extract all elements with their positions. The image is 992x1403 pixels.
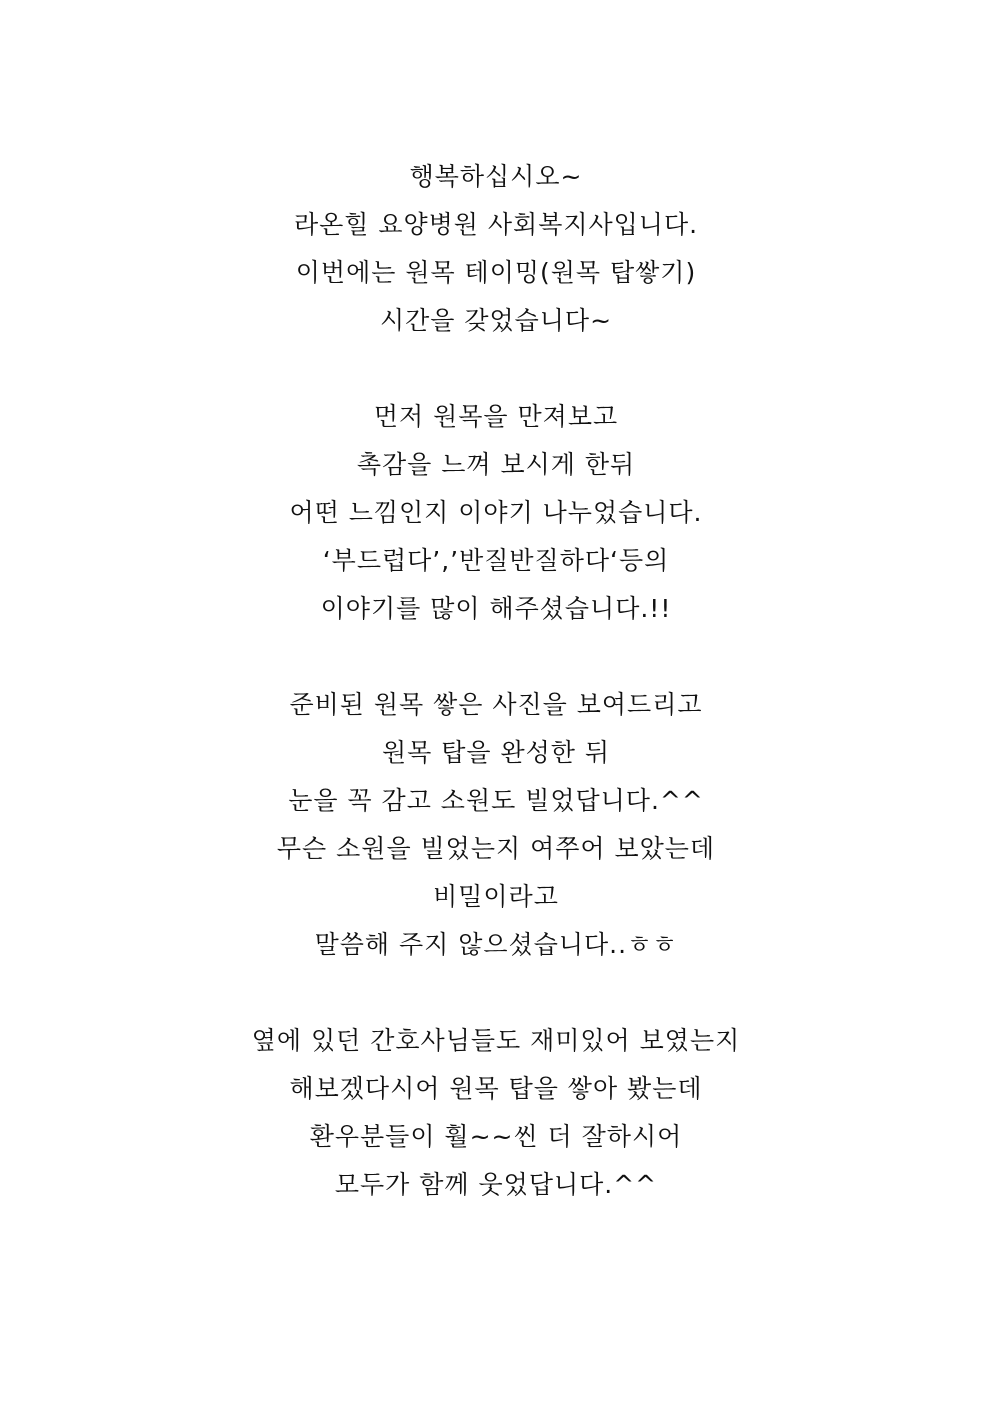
text-line: 해보겠다시어 원목 탑을 쌓아 봤는데 [289,1074,703,1103]
paragraph-spacer [0,345,992,393]
text-line: ‘부드럽다’,’반질반질하다‘등의 [322,546,670,575]
text-line: 준비된 원목 쌓은 사진을 보여드리고 [289,690,703,719]
document-body [0,153,992,1209]
text-line: 환우분들이 훨~~씬 더 잘하시어 [309,1122,683,1151]
text-line: 무슨 소원을 빌었는지 여쭈어 보았는데 [276,834,716,863]
text-line: 시간을 갖었습니다~ [379,306,613,335]
paragraph-nurses [0,1017,992,1209]
paragraph-touch [0,393,992,633]
text-line: 이번에는 원목 테이밍(원목 탑쌓기) [295,258,697,287]
text-line: 촉감을 느껴 보시게 한뒤 [356,450,636,479]
text-line: 라온힐 요양병원 사회복지사입니다. [293,210,699,239]
paragraph-greeting [0,153,992,345]
paragraph-spacer [0,633,992,681]
paragraph-spacer [0,969,992,1017]
text-line: 행복하십시오~ [409,162,583,191]
text-line: 말씀해 주지 않으셨습니다..ㅎㅎ [314,930,678,959]
text-line: 비밀이라고 [433,882,559,911]
text-line: 옆에 있던 간호사님들도 재미있어 보였는지 [251,1026,741,1055]
text-line: 먼저 원목을 만져보고 [373,402,619,431]
text-line: 모두가 함께 웃었답니다.^^ [334,1170,658,1199]
text-line: 어떤 느낌인지 이야기 나누었습니다. [289,498,703,527]
text-line: 원목 탑을 완성한 뒤 [381,738,611,767]
text-line: 이야기를 많이 해주셨습니다.!! [320,594,672,623]
text-line: 눈을 꼭 감고 소원도 빌었답니다.^^ [288,786,704,815]
paragraph-tower [0,681,992,969]
